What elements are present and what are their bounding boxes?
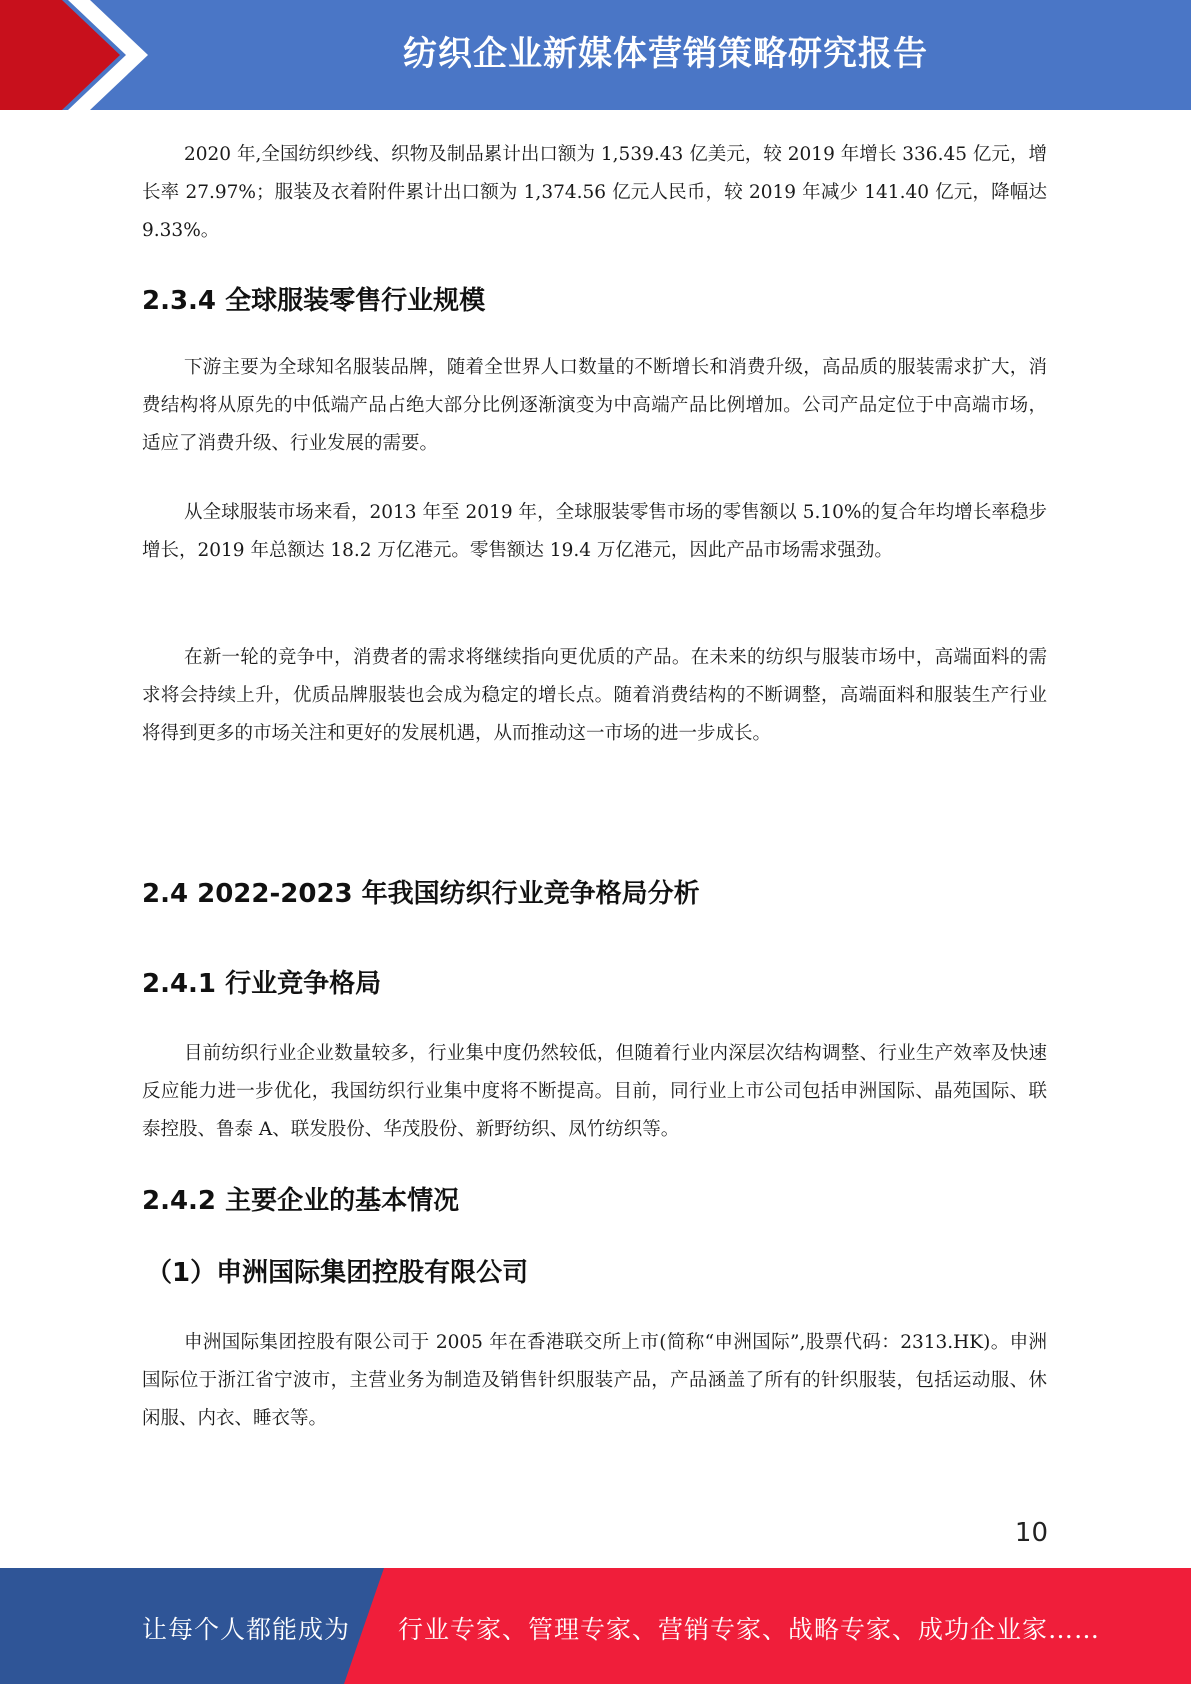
footer-slogan-left: 让每个人都能成为 (142, 1615, 351, 1644)
footer-slogan-right: 行业专家、管理专家、营销专家、战略专家、成功企业家…… (398, 1615, 1101, 1644)
heading-2-3-4: 2.3.4 全球服装零售行业规模 (142, 286, 486, 316)
page-footer (0, 1568, 1191, 1684)
paragraph-industry-concentration: 目前纺织行业企业数量较多，行业集中度仍然较低，但随着行业内深层次结构调整、行业生产效率及快速反应能力进一步优化，我国纺织行业集中度将不断提高。目前，同行业上市公司包括申洲国际、晶苑国际、联泰控股、鲁泰 A、联发股份、华茂股份、新野纺织、凤竹纺织等。 (142, 1043, 1047, 1140)
paragraph-shenzhou: 申洲国际集团控股有限公司于 2005 年在香港联交所上市(简称“申洲国际”,股票代码：2313.HK)。申洲国际位于浙江省宁波市，主营业务为制造及销售针织服装产品，产品涵盖了所有的针织服装，包括运动服、休闲服、内衣、睡衣等。 (142, 1332, 1047, 1429)
heading-2-4-2: 2.4.2 主要企业的基本情况 (142, 1186, 460, 1216)
heading-2-4: 2.4 2022-2023 年我国纺织行业竞争格局分析 (142, 879, 700, 909)
paragraph-global-market: 从全球服装市场来看，2013 年至 2019 年，全球服装零售市场的零售额以 5.10%的复合年均增长率稳步增长，2019 年总额达 18.2 万亿港元。零售额达 19.4 万亿港元，因此产品市场需求强劲。 (142, 502, 1047, 561)
paragraph-export-stats: 2020 年,全国纺织纱线、织物及制品累计出口额为 1,539.43 亿美元，较 2019 年增长 336.45 亿元，增长率 27.97%；服装及衣着附件累计出口额为 1,374.56 亿元人民币，较 2019 年减少 141.40 亿元，降幅达 9.33%。 (142, 144, 1047, 241)
page-header (0, 0, 1191, 110)
paragraph-competition: 在新一轮的竞争中，消费者的需求将继续指向更优质的产品。在未来的纺织与服装市场中，高端面料的需求将会持续上升，优质品牌服装也会成为稳定的增长点。随着消费结构的不断调整，高端面料和服装生产行业将得到更多的市场关注和更好的发展机遇，从而推动这一市场的进一步成长。 (142, 647, 1047, 744)
report-title: 纺织企业新媒体营销策略研究报告 (403, 34, 928, 74)
heading-company-1: （1）申洲国际集团控股有限公司 (146, 1258, 529, 1288)
paragraph-downstream: 下游主要为全球知名服装品牌，随着全世界人口数量的不断增长和消费升级，高品质的服装需求扩大，消费结构将从原先的中低端产品占绝大部分比例逐渐演变为中高端产品比例增加。公司产品定位于中高端市场，适应了消费升级、行业发展的需要。 (142, 357, 1047, 454)
heading-2-4-1: 2.4.1 行业竞争格局 (142, 969, 382, 999)
page-number: 10 (1014, 1518, 1048, 1548)
